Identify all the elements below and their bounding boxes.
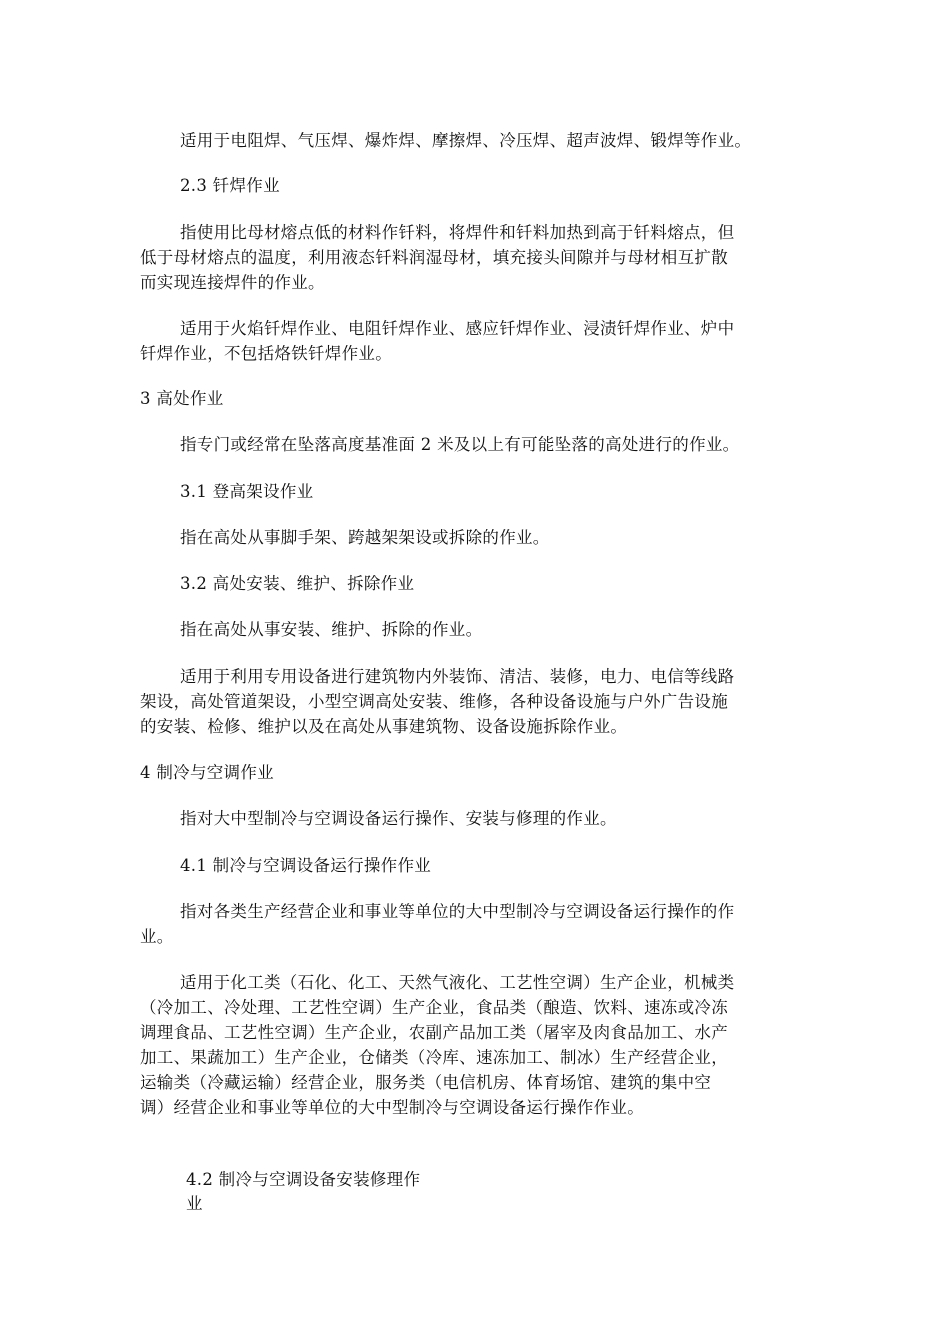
paragraph-line: 指对各类生产经营企业和事业等单位的大中型制冷与空调设备运行操作的作	[180, 902, 735, 921]
paragraph-line: 指在高处从事安装、维护、拆除的作业。	[180, 620, 483, 639]
section-heading-3-2: 3.2 高处安装、维护、拆除作业	[180, 574, 415, 593]
paragraph-line: 指在高处从事脚手架、跨越架架设或拆除的作业。	[180, 528, 550, 547]
section-heading-4-2-continued: 业	[186, 1194, 203, 1213]
section-heading-3: 3 高处作业	[140, 389, 224, 408]
section-heading-2-3: 2.3 钎焊作业	[180, 176, 280, 195]
section-heading-4-1: 4.1 制冷与空调设备运行操作作业	[180, 856, 432, 875]
paragraph-line: 指对大中型制冷与空调设备运行操作、安装与修理的作业。	[180, 809, 617, 828]
paragraph-line: 适用于火焰钎焊作业、电阻钎焊作业、感应钎焊作业、浸渍钎焊作业、炉中	[180, 319, 735, 338]
paragraph-line: 业。	[140, 927, 174, 946]
paragraph-line: 适用于化工类（石化、化工、天然气液化、工艺性空调）生产企业，机械类	[180, 973, 735, 992]
paragraph-line: 调理食品、工艺性空调）生产企业，农副产品加工类（屠宰及肉食品加工、水产	[140, 1023, 728, 1042]
paragraph-line: 钎焊作业，不包括烙铁钎焊作业。	[140, 344, 392, 363]
section-heading-3-1: 3.1 登高架设作业	[180, 482, 314, 501]
paragraph-line: 运输类（冷藏运输）经营企业，服务类（电信机房、体育场馆、建筑的集中空	[140, 1073, 712, 1092]
paragraph-line: 适用于利用专用设备进行建筑物内外装饰、清洁、装修，电力、电信等线路	[180, 667, 735, 686]
paragraph-line: 低于母材熔点的温度，利用液态钎料润湿母材，填充接头间隙并与母材相互扩散	[140, 248, 728, 267]
paragraph-line: （冷加工、冷处理、工艺性空调）生产企业，食品类（酿造、饮料、速冻或冷冻	[140, 998, 728, 1017]
section-heading-4: 4 制冷与空调作业	[140, 763, 274, 782]
paragraph-line: 适用于电阻焊、气压焊、爆炸焊、摩擦焊、冷压焊、超声波焊、锻焊等作业。	[180, 131, 752, 150]
paragraph-line: 架设，高处管道架设，小型空调高处安装、维修，各种设备设施与户外广告设施	[140, 692, 728, 711]
paragraph-line: 调）经营企业和事业等单位的大中型制冷与空调设备运行操作作业。	[140, 1098, 644, 1117]
paragraph-line: 指专门或经常在坠落高度基准面 2 米及以上有可能坠落的高处进行的作业。	[180, 435, 740, 454]
paragraph-line: 加工、果蔬加工）生产企业，仓储类（冷库、速冻加工、制冰）生产经营企业，	[140, 1048, 728, 1067]
paragraph-line: 的安装、检修、维护以及在高处从事建筑物、设备设施拆除作业。	[140, 717, 628, 736]
section-heading-4-2: 4.2 制冷与空调设备安装修理作	[186, 1170, 421, 1189]
paragraph-line: 而实现连接焊件的作业。	[140, 273, 325, 292]
paragraph-line: 指使用比母材熔点低的材料作钎料，将焊件和钎料加热到高于钎料熔点，但	[180, 223, 735, 242]
